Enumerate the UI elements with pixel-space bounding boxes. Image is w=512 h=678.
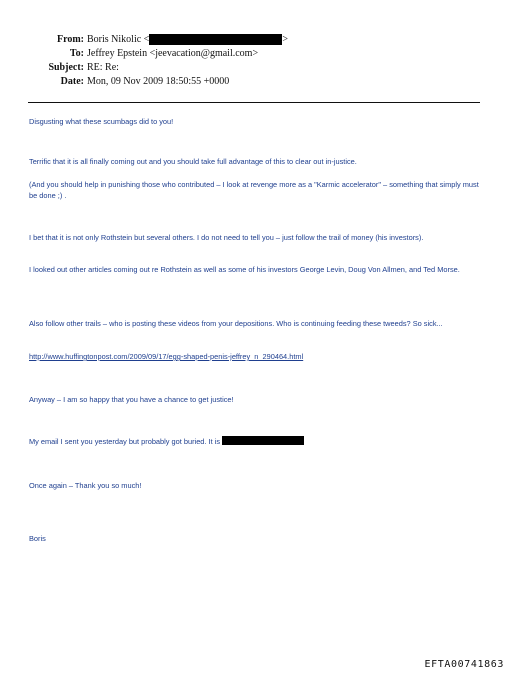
link-paragraph (29, 351, 489, 362)
paragraph-2: Terrific that it is all finally coming out and you should take full advantage of this to clear out in-justice. (29, 157, 357, 166)
paragraph-3: (And you should help in punishing those who contributed – I look at revenge more as a "Karmic accelerator" – something that simply must be done ;) . (29, 180, 479, 200)
from-label: From: (56, 34, 84, 45)
redaction-bar (149, 34, 282, 45)
paragraph-8: Anyway – I am so happy that you have a chance to get justice! (29, 395, 234, 404)
paragraph-1: Disgusting what these scumbags did to you! (29, 117, 174, 126)
from-suffix: > (282, 34, 288, 45)
from-value: Boris Nikolic < (87, 34, 150, 45)
paragraph-4: I bet that it is not only Rothstein but several others. I do not need to tell you – just follow the trail of money (his investors). (29, 233, 424, 242)
to-value: Jeffrey Epstein <jeevacation@gmail.com> (87, 48, 259, 59)
signature: Boris (29, 534, 46, 543)
paragraph-5: I looked out other articles coming out re Rothstein as well as some of his investors George Levin, Doug Von Allmen, and Ted Morse. (29, 265, 460, 274)
subject-label: Subject: (48, 62, 84, 73)
paragraph-9-text: My email I sent you yesterday but probably got buried. It is (29, 437, 221, 446)
paragraph-6: Also follow other trails – who is posting these videos from your depositions. Who is continuing feeding these tweeds? So sick... (29, 319, 443, 328)
subject-value: RE: Re: (87, 62, 119, 73)
huffingtonpost-link[interactable]: http://www.huffingtonpost.com/2009/09/17/egg-shaped-penis-jeffrey_n_290464.html (29, 352, 304, 361)
document-id: EFTA00741863 (424, 659, 504, 670)
to-label: To: (69, 48, 84, 59)
date-label: Date: (60, 76, 84, 87)
redaction-bar (222, 436, 304, 445)
header-divider (28, 102, 480, 103)
paragraph-10: Once again – Thank you so much! (29, 481, 142, 490)
paragraph-9 (29, 436, 489, 447)
date-value: Mon, 09 Nov 2009 18:50:55 +0000 (87, 76, 230, 87)
